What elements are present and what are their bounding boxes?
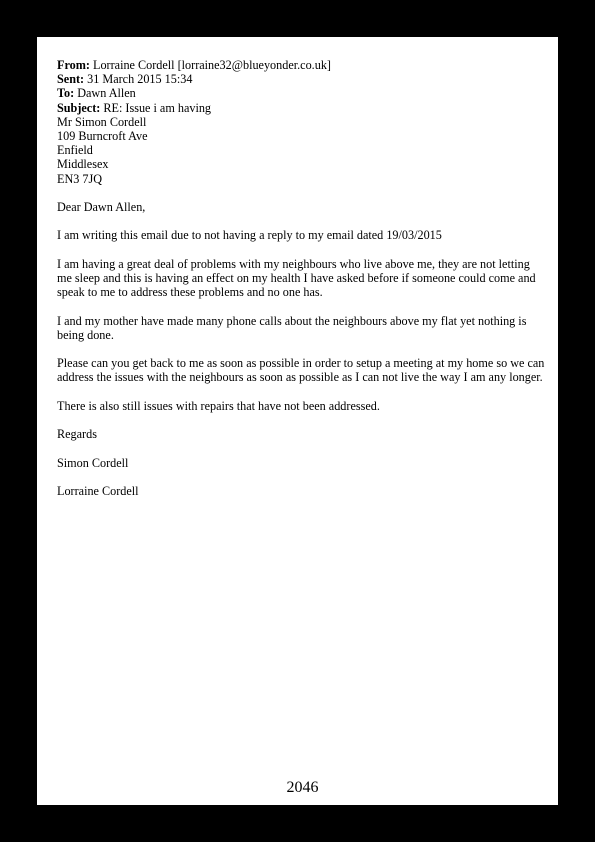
address-line: 109 Burncroft Ave — [57, 129, 148, 144]
email-content — [57, 58, 547, 498]
address-line: Enfield — [57, 143, 93, 158]
address-block — [57, 115, 547, 186]
email-header — [57, 58, 547, 115]
from-label: From: — [57, 58, 90, 72]
greeting: Dear Dawn Allen, — [57, 200, 146, 215]
body-paragraph: I am having a great deal of problems with my neighbours who live above me, they are not letting me sleep and this is having an effect on my health I have asked before if someone could come and speak to me to address these problems and no one has. — [57, 256, 536, 300]
to-line — [57, 86, 547, 100]
subject-label: Subject: — [57, 100, 101, 115]
address-line: Mr Simon Cordell — [57, 114, 147, 129]
sent-line — [57, 72, 547, 86]
body-paragraph: I am writing this email due to not having a reply to my email dated 19/03/2015 — [57, 228, 442, 243]
document-page — [37, 37, 558, 805]
page-number: 2046 — [286, 779, 319, 796]
from-value: Lorraine Cordell [lorraine32@blueyonder.co.uk] — [93, 58, 331, 72]
signature: Simon Cordell — [57, 455, 129, 470]
signature: Lorraine Cordell — [57, 483, 139, 498]
sent-value: 31 March 2015 15:34 — [87, 72, 193, 87]
body-paragraph: I and my mother have made many phone calls about the neighbours above my flat yet nothing is being done. — [57, 313, 527, 342]
body-paragraph: There is also still issues with repairs that have not been addressed. — [57, 398, 380, 413]
address-line: EN3 7JQ — [57, 171, 103, 186]
to-label: To: — [57, 86, 75, 101]
body-paragraph: Please can you get back to me as soon as possible in order to setup a meeting at my home so we can address the issues with the neighbours as soon as possible as I can not live the way I am any longer. — [57, 356, 545, 385]
sent-label: Sent: — [57, 72, 85, 87]
closing: Regards — [57, 427, 97, 442]
address-line: Middlesex — [57, 157, 109, 172]
from-line — [57, 58, 547, 72]
subject-value: RE: Issue i am having — [103, 100, 212, 115]
to-value: Dawn Allen — [77, 86, 136, 101]
subject-line — [57, 101, 547, 115]
